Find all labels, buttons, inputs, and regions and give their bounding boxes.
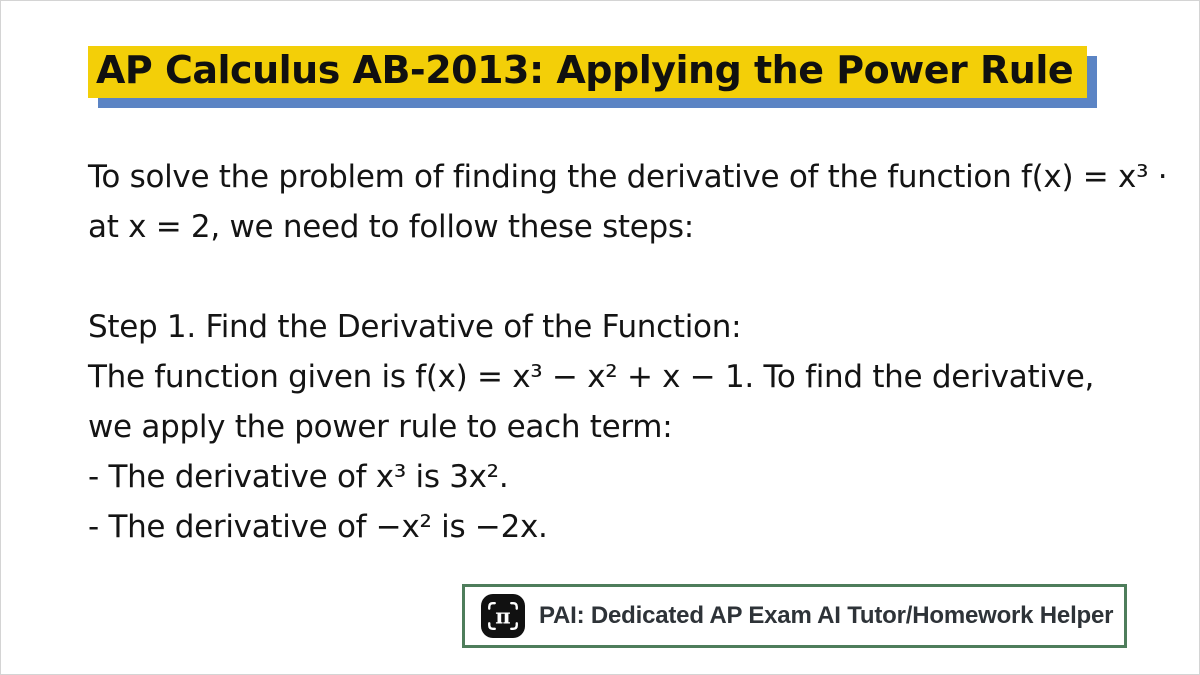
step-power-rule-line: we apply the power rule to each term: (88, 409, 673, 445)
step-heading: Step 1. Find the Derivative of the Function: (88, 309, 742, 345)
footer-label: PAI: Dedicated AP Exam AI Tutor/Homework Helper (539, 602, 1114, 629)
page-title: AP Calculus AB-2013: Applying the Power Rule (96, 48, 1074, 92)
footer-badge (462, 584, 1127, 648)
svg-text:π: π (495, 603, 511, 629)
pi-icon (481, 594, 525, 638)
intro-paragraph (88, 152, 1167, 252)
step-function-line: The function given is f(x) = x³ − x² + x − 1. To find the derivative, (88, 359, 1095, 395)
intro-line-2: at x = 2, we need to follow these steps: (88, 209, 694, 245)
intro-line-1: To solve the problem of finding the derivative of the function f(x) = x³ · (88, 159, 1168, 195)
steps-paragraph (88, 302, 1094, 552)
step-bullet-derivative-x3: - The derivative of x³ is 3x². (88, 459, 509, 495)
title-highlight (88, 46, 1087, 98)
step-bullet-derivative-x2: - The derivative of −x² is −2x. (88, 509, 548, 545)
